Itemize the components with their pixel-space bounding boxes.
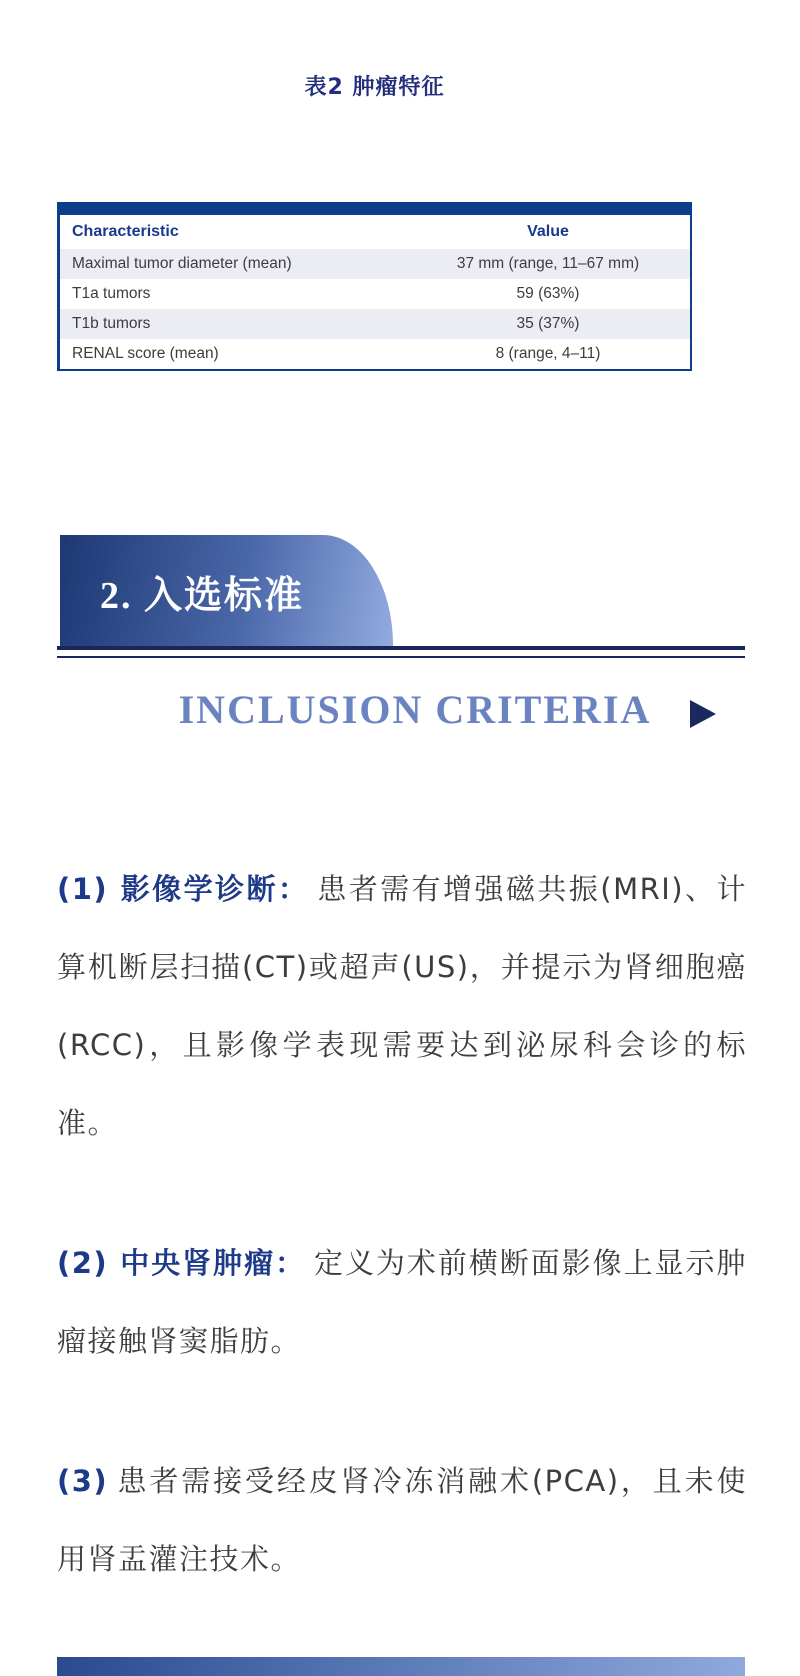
table-header-row	[60, 215, 690, 249]
table-row	[60, 249, 690, 279]
right-arrow-icon	[690, 700, 716, 728]
section-title: 2. 入选标准	[100, 574, 305, 617]
row-value: 59 (63%)	[516, 285, 580, 302]
row-characteristic: T1b tumors	[72, 315, 151, 332]
table-top-bar	[60, 202, 690, 215]
section-header-banner	[60, 535, 393, 647]
tumor-characteristics-table	[57, 202, 692, 371]
column-header-characteristic: Characteristic	[72, 223, 179, 240]
table-row	[60, 279, 690, 309]
row-value: 37 mm (range, 11–67 mm)	[456, 255, 640, 272]
row-value: 35 (37%)	[516, 315, 580, 332]
next-section-banner-partial	[57, 1657, 745, 1676]
row-characteristic: T1a tumors	[72, 285, 151, 302]
criteria-item-2	[57, 1224, 747, 1380]
criteria-3-label: (3)	[57, 1464, 109, 1498]
column-header-value: Value	[527, 223, 569, 240]
table-row	[60, 309, 690, 339]
table-row	[60, 339, 690, 369]
section-subtitle-english: INCLUSION CRITERIA	[178, 687, 652, 732]
criteria-item-1	[57, 850, 747, 1162]
criteria-2-label: (2) 中央肾肿瘤：	[57, 1246, 306, 1280]
divider-line-thick	[57, 646, 745, 650]
row-characteristic: RENAL score (mean)	[72, 345, 219, 362]
divider-line-thin	[57, 656, 745, 658]
criteria-1-label: (1) 影像学诊断：	[57, 872, 310, 906]
row-value: 8 (range, 4–11)	[495, 345, 601, 362]
table-caption: 表2 肿瘤特征	[304, 75, 445, 100]
criteria-list	[57, 850, 747, 1660]
criteria-item-3	[57, 1442, 747, 1598]
criteria-1-text: 患者需有增强磁共振(MRI)、计算机断层扫描(CT)或超声(US)，并提示为肾细胞癌(RCC)，且影像学表现需要达到泌尿科会诊的标准。	[57, 872, 747, 1140]
row-characteristic: Maximal tumor diameter (mean)	[72, 255, 292, 272]
criteria-2-text: 定义为术前横断面影像上显示肿瘤接触肾窦脂肪。	[57, 1246, 747, 1358]
criteria-3-text: 患者需接受经皮肾冷冻消融术(PCA)，且未使用肾盂灌注技术。	[57, 1464, 747, 1576]
